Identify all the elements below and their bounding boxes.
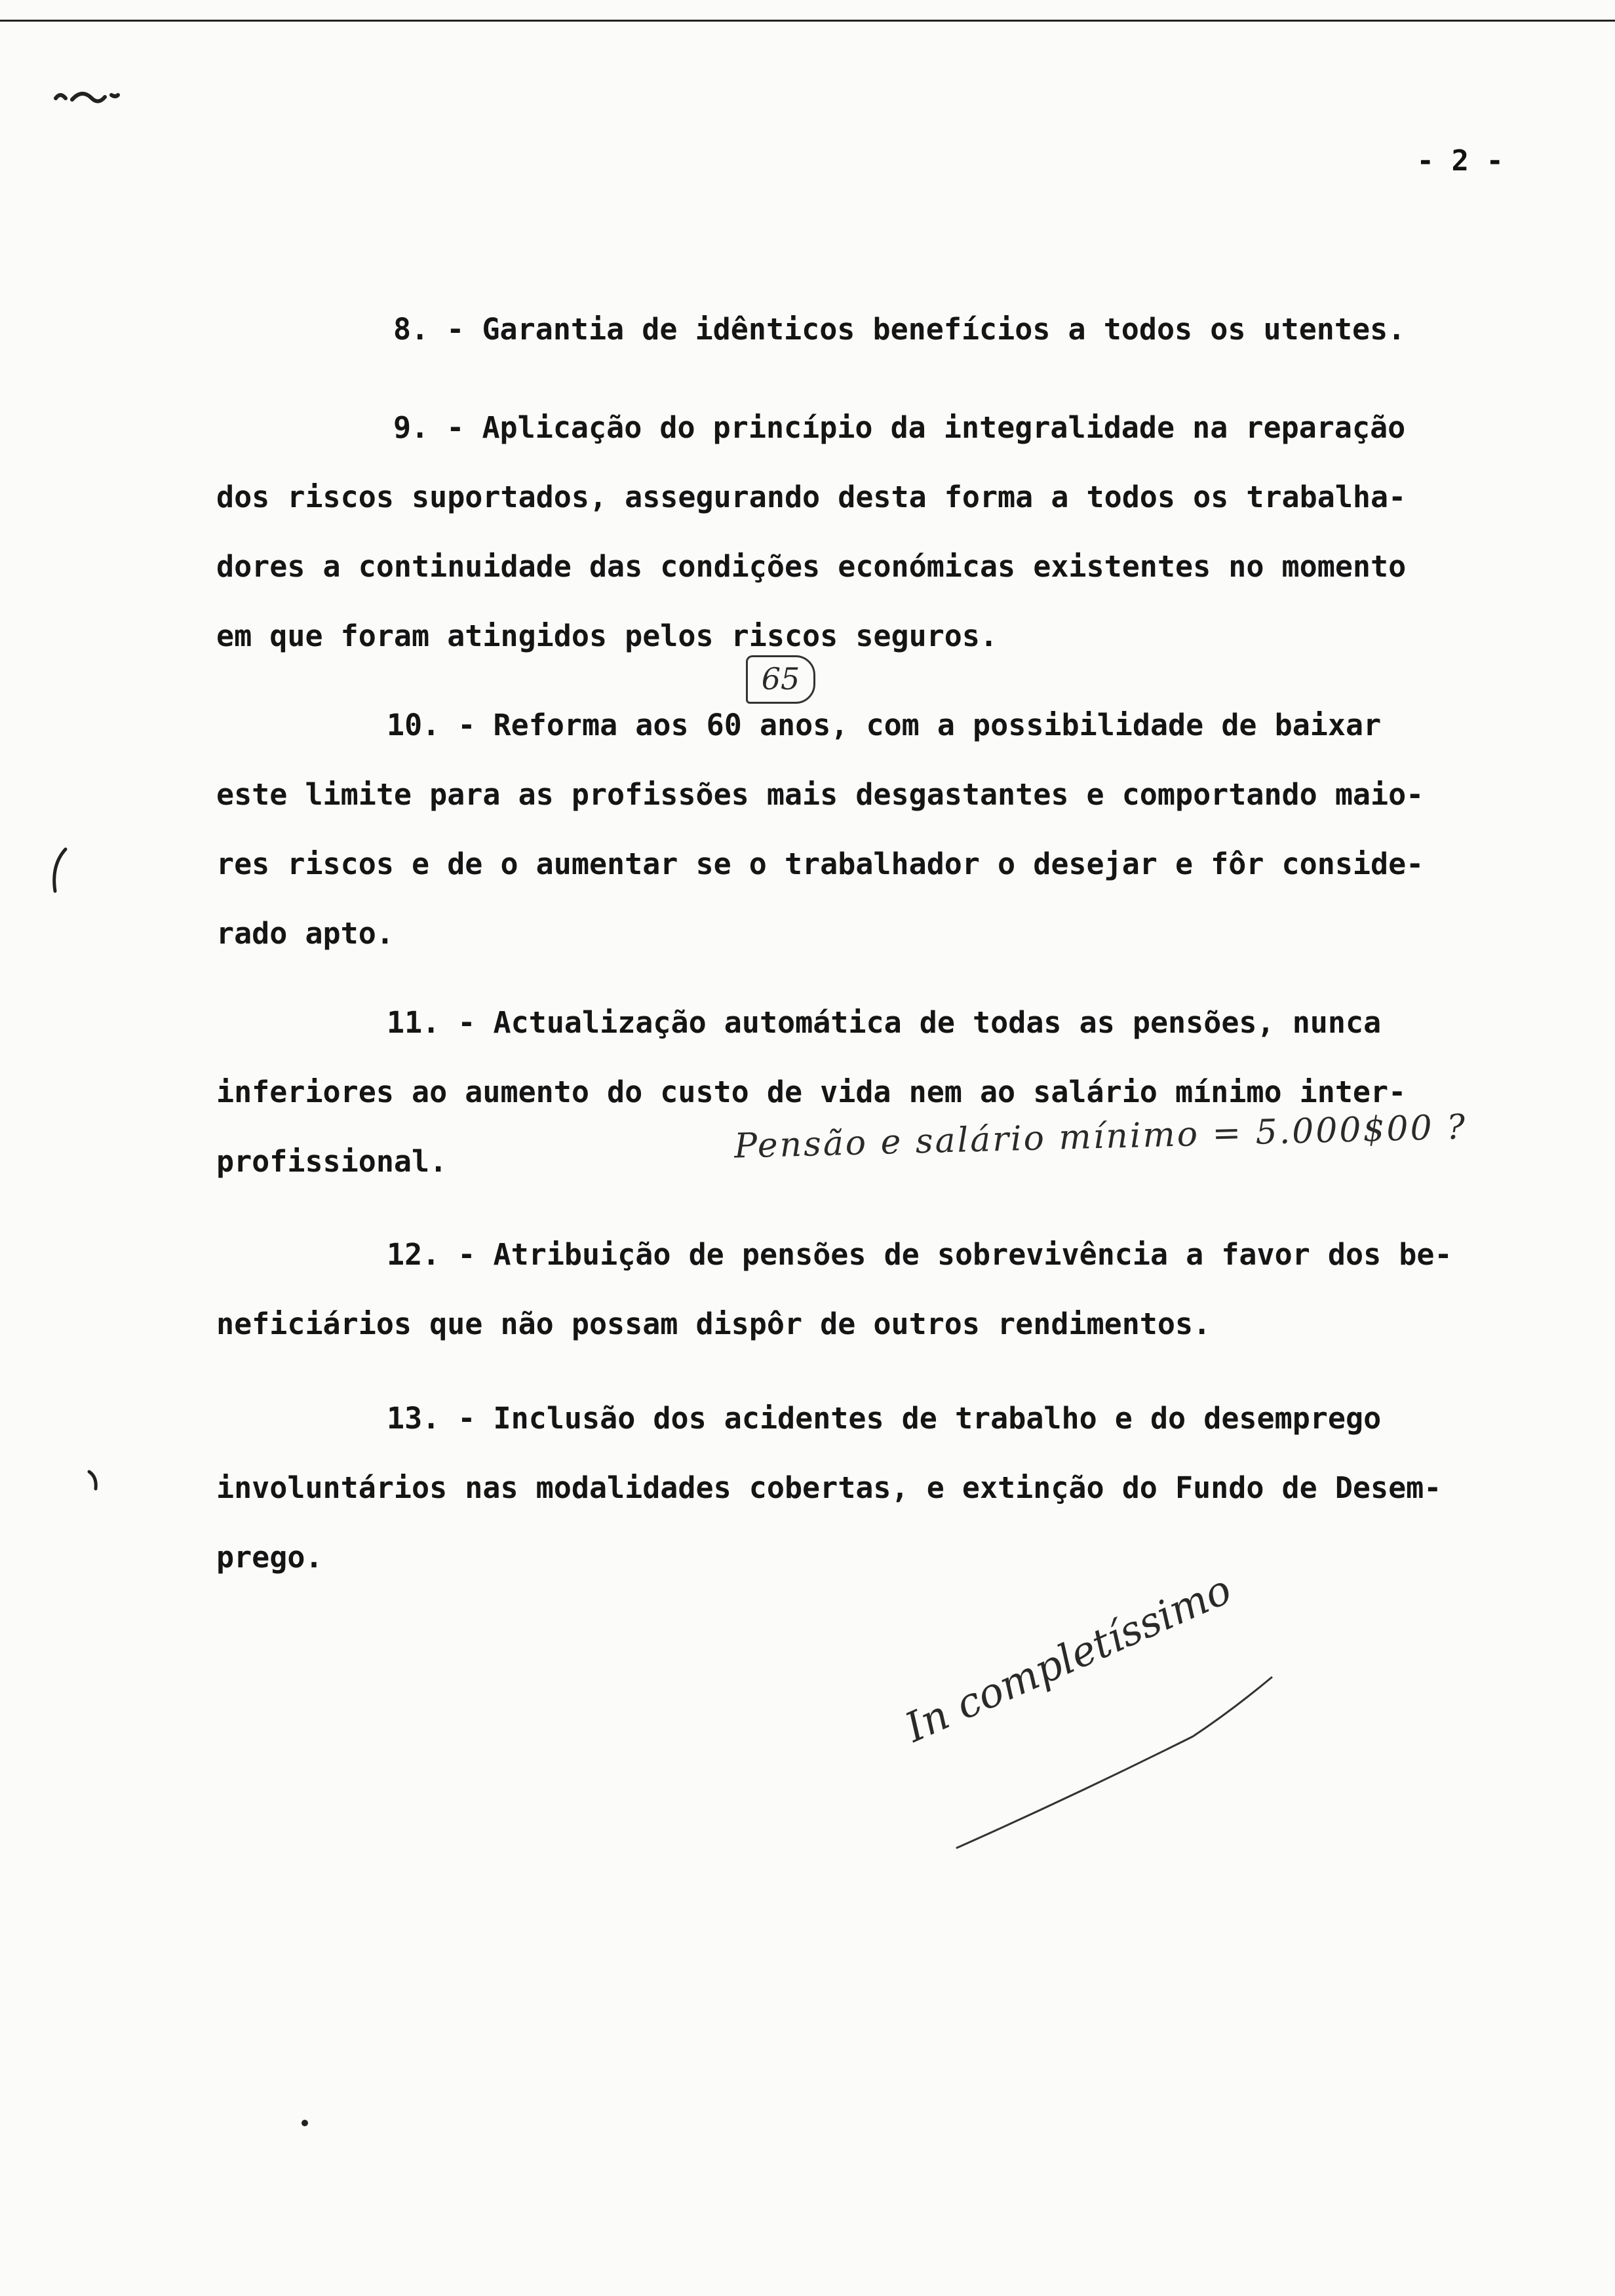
page-number: - 2 - xyxy=(1416,144,1504,178)
item-9-line-2: dos riscos suportados, assegurando desta forma a todos os trabalha- xyxy=(216,480,1407,514)
item-13-line-2: involuntários nas modalidades cobertas, e extinção do Fundo de Desem- xyxy=(216,1470,1442,1505)
item-11-line-2: inferiores ao aumento do custo de vida nem ao salário mínimo inter- xyxy=(216,1075,1407,1109)
item-10-text-1: 10. - Reforma aos 60 anos, com a possibilidade de baixar xyxy=(387,708,1382,742)
item-9-text-1: 9. - Aplicação do princípio da integralidade na reparação xyxy=(393,410,1406,445)
left-margin-bracket-mark xyxy=(46,845,72,898)
left-margin-tick-mark xyxy=(85,1468,105,1494)
item-10-line-4: rado apto. xyxy=(216,916,394,951)
item-11-line-1 xyxy=(216,988,1560,1058)
corner-smudge-mark xyxy=(52,85,125,111)
item-12-line-1 xyxy=(216,1220,1560,1290)
item-11-text-1: 11. - Actualização automática de todas as pensões, nunca xyxy=(387,1005,1382,1040)
item-9-line-4: em que foram atingidos pelos riscos seguros. xyxy=(216,619,998,653)
handwritten-margin-note: Pensão e salário mínimo = 5.000$00 ? xyxy=(733,1107,1468,1166)
stray-dot-mark xyxy=(298,2116,311,2130)
item-9-line-3: dores a continuidade das condições económicas existentes no momento xyxy=(216,549,1407,584)
age-correction-text: 65 xyxy=(761,661,800,697)
handwritten-bottom-note: In completíssimo xyxy=(898,1565,1239,1751)
item-11-line-3: profissional. xyxy=(216,1144,448,1179)
item-8-text: 8. - Garantia de idênticos benefícios a todos os utentes. xyxy=(393,312,1406,347)
handwritten-underline-stroke xyxy=(944,1664,1285,1861)
item-10-line-1 xyxy=(216,691,1560,760)
scan-top-edge xyxy=(0,20,1615,22)
item-12-line-2: neficiários que não possam dispôr de outros rendimentos. xyxy=(216,1307,1211,1341)
item-12-text-1: 12. - Atribuição de pensões de sobrevivência a favor dos be- xyxy=(387,1237,1452,1272)
item-13-line-3: prego. xyxy=(216,1540,323,1575)
item-8-line-1 xyxy=(216,295,1560,364)
item-13-text-1: 13. - Inclusão dos acidentes de trabalho e do desemprego xyxy=(387,1401,1382,1436)
item-13-line-1 xyxy=(216,1384,1560,1453)
item-9-line-1 xyxy=(216,393,1560,463)
item-10-line-2: este limite para as profissões mais desgastantes e comportando maio- xyxy=(216,777,1424,812)
item-10-line-3: res riscos e de o aumentar se o trabalhador o desejar e fôr conside- xyxy=(216,847,1424,881)
